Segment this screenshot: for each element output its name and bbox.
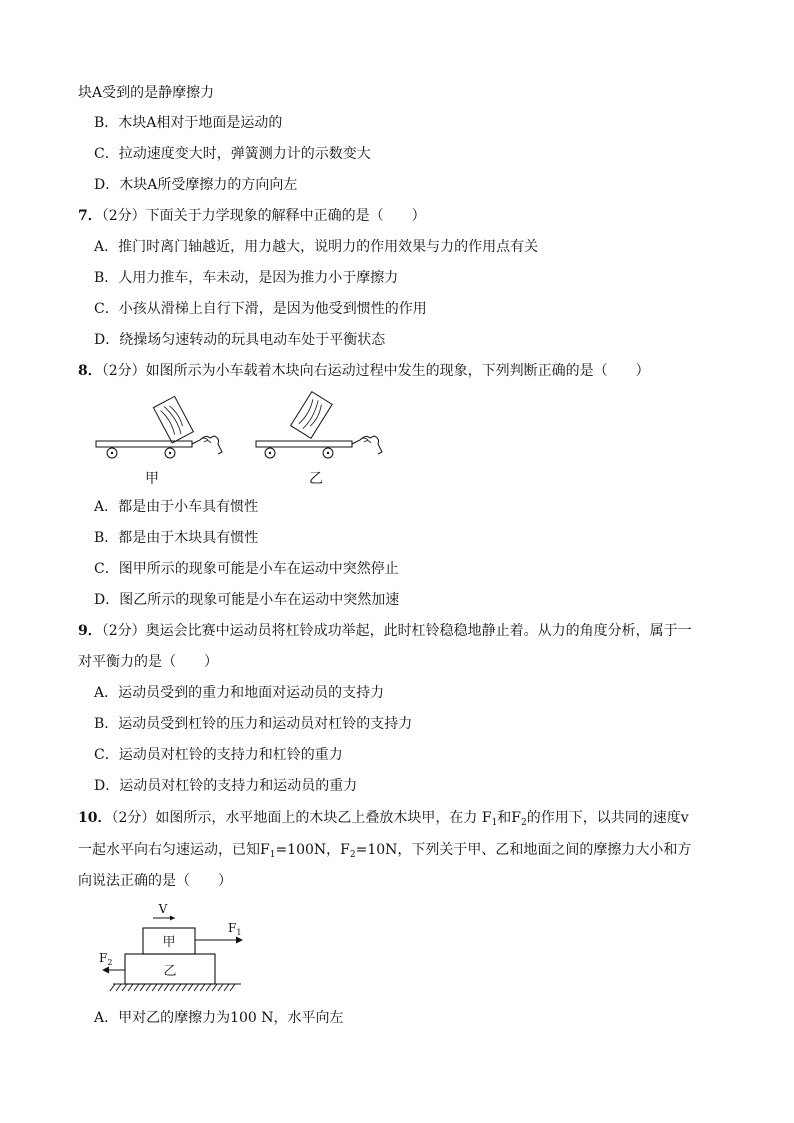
q9-stem-line2: 对平衡力的是（ ） — [78, 654, 218, 670]
q10-number: 10． — [78, 810, 112, 826]
velocity-label: V — [158, 902, 168, 916]
q9-option-b: B．运动员受到杠铃的压力和运动员对杠铃的支持力 — [94, 716, 413, 732]
q6-option-d: D．木块A所受摩擦力的方向向左 — [94, 177, 298, 193]
q8-option-d: D．图乙所示的现象可能是小车在运动中突然加速 — [94, 592, 400, 608]
q8-option-a: A．都是由于小车具有惯性 — [94, 499, 259, 515]
q8-option-c: C．图甲所示的现象可能是小车在运动中突然停止 — [94, 561, 399, 577]
f2-label: $F_2$ — [99, 951, 113, 967]
cart-left — [96, 396, 222, 458]
q9-stem — [78, 621, 692, 641]
q7-option-b: B．人用力推车，车未动，是因为推力小于摩擦力 — [94, 270, 399, 286]
q6-option-b: B．木块A相对于地面是运动的 — [94, 115, 283, 131]
block-left — [153, 396, 193, 443]
q7-option-c: C．小孩从滑梯上自行下滑，是因为他受到惯性的作用 — [94, 301, 427, 317]
q10-line2-sub-1: 1 — [269, 850, 276, 860]
block-right — [291, 392, 333, 439]
f2-arrow-icon — [102, 967, 109, 974]
q10-line2-a: 一起水平向右匀速运动，已知F — [78, 842, 270, 858]
q7-text: （2分）下面关于力学现象的解释中正确的是（ ） — [101, 208, 426, 224]
f1-label: $F_1$ — [228, 921, 242, 937]
q10-text-c: 的作用下，以共同的速度v — [526, 810, 689, 826]
q9-number: 9． — [78, 623, 102, 639]
q9-option-a: A．运动员受到的重力和地面对运动员的支持力 — [94, 685, 385, 701]
q8-figure — [90, 390, 390, 490]
q9-option-c: C．运动员对杠铃的支持力和杠铃的重力 — [94, 747, 343, 763]
q10-stem-line2 — [78, 840, 691, 865]
q10-text-b: 和F — [497, 810, 522, 826]
q10-text-a: （2分）如图所示，水平地面上的木块乙上叠放木块甲，在力 F — [111, 810, 492, 826]
block-jia-label: 甲 — [162, 935, 176, 950]
q7-option-d: D．绕操场匀速转动的玩具电动车处于平衡状态 — [94, 332, 386, 348]
q7-option-a: A．推门时离门轴越近，用力越大，说明力的作用效果与力的作用点有关 — [94, 239, 539, 255]
q7-number: 7． — [78, 208, 102, 224]
block-yi-label: 乙 — [163, 964, 177, 979]
f1-arrow-icon — [236, 937, 243, 944]
fig-label-jia: 甲 — [145, 471, 159, 487]
fig-label-yi: 乙 — [309, 471, 323, 487]
q6-option-c: C．拉动速度变大时，弹簧测力计的示数变大 — [94, 146, 371, 162]
q8-stem — [78, 361, 650, 381]
q8-number: 8． — [78, 363, 102, 379]
q9-text: （2分）奥运会比赛中运动员将杠铃成功举起，此时杠铃稳稳地静止着。从力的角度分析，属于一 — [101, 623, 692, 639]
ground-hatching — [110, 984, 235, 991]
q9-option-d: D．运动员对杠铃的支持力和运动员的重力 — [94, 778, 358, 794]
q10-sub-2: 2 — [521, 818, 527, 828]
q6-continuation: 块A受到的是静摩擦力 — [78, 85, 215, 101]
q7-stem — [78, 206, 426, 226]
q10-figure — [95, 898, 255, 998]
q8-option-b: B．都是由于木块具有惯性 — [94, 530, 259, 546]
q8-text: （2分）如图所示为小车载着木块向右运动过程中发生的现象，下列判断正确的是（ ） — [101, 363, 650, 379]
q10-line2-sub-2: 2 — [349, 850, 356, 860]
q10-stem — [78, 808, 689, 833]
q10-line2-b: =100N，F — [275, 842, 350, 858]
q10-line2-c: =10N，下列关于甲、乙和地面之间的摩擦力大小和方 — [355, 842, 692, 858]
q10-stem-line3: 向说法正确的是（ ） — [78, 873, 232, 889]
velocity-arrow-icon — [170, 916, 175, 921]
q10-option-a: A．甲对乙的摩擦力为100 N，水平向左 — [94, 1010, 344, 1026]
q10-sub-1: 1 — [491, 818, 498, 828]
cart-right — [256, 392, 382, 458]
